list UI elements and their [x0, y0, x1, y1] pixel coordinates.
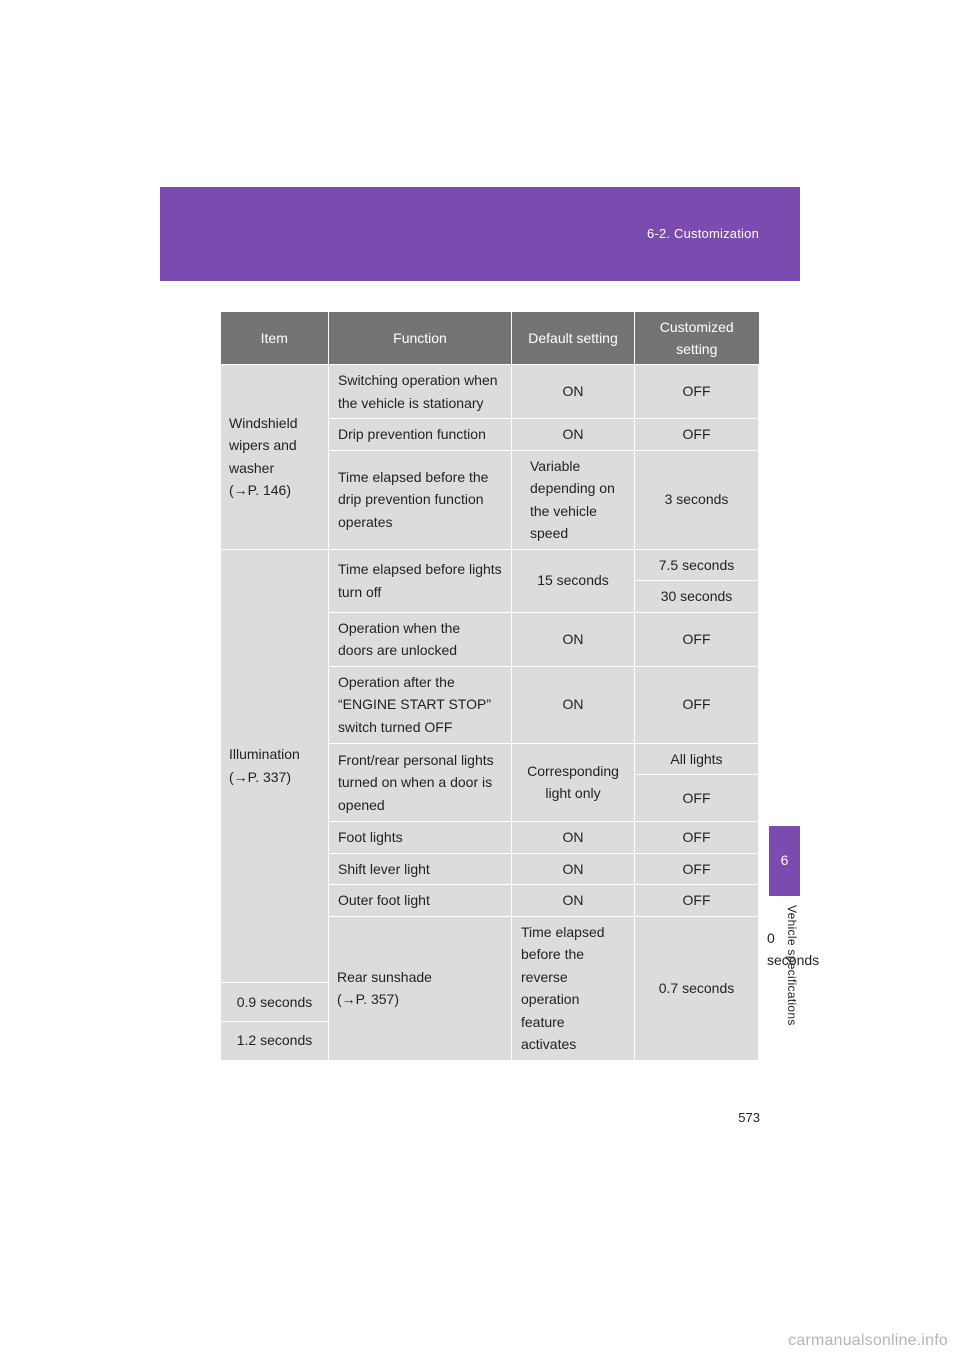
default-cell: ON	[512, 419, 635, 451]
site-watermark: carmanualsonline.info	[788, 1332, 948, 1349]
function-cell: Operation when the doors are unlocked	[329, 612, 512, 666]
chapter-side-tab	[769, 826, 800, 896]
function-cell: Operation after the “ENGINE START STOP” switch turned OFF	[329, 666, 512, 743]
default-cell: ON	[512, 822, 635, 854]
custom-cell: 1.2 seconds	[221, 1021, 329, 1060]
custom-cell: OFF	[635, 822, 759, 854]
custom-cell: OFF	[635, 853, 759, 885]
function-cell: Time elapsed before the reverse operation feature activates	[512, 916, 635, 1060]
table-row	[221, 549, 759, 581]
function-cell: Time elapsed before the drip prevention function operates	[329, 450, 512, 549]
column-header-customized: Customized setting	[635, 312, 759, 365]
chapter-number: 6	[780, 852, 789, 868]
item-cell-windshield: Windshield wipers and washer (→P. 146)	[221, 365, 329, 550]
default-cell: Corresponding light only	[512, 743, 635, 822]
default-cell: ON	[512, 853, 635, 885]
default-cell: ON	[512, 666, 635, 743]
column-header-item: Item	[221, 312, 329, 365]
default-cell: 0.7 seconds	[635, 916, 759, 1060]
custom-cell: 0.9 seconds	[221, 982, 329, 1021]
custom-cell: All lights	[635, 743, 759, 775]
function-cell: Foot lights	[329, 822, 512, 854]
chapter-header-band	[160, 187, 800, 281]
function-cell: Time elapsed before lights turn off	[329, 549, 512, 612]
item-cell-rear-sunshade: Rear sunshade (→P. 357)	[329, 916, 512, 1060]
default-cell: ON	[512, 365, 635, 419]
column-header-function: Function	[329, 312, 512, 365]
default-cell: Variable depending on the vehicle speed	[512, 450, 635, 549]
function-cell: Drip prevention function	[329, 419, 512, 451]
custom-cell: 3 seconds	[635, 450, 759, 549]
custom-cell: OFF	[635, 612, 759, 666]
function-cell: Switching operation when the vehicle is stationary	[329, 365, 512, 419]
table-row	[221, 365, 759, 419]
custom-cell: OFF	[635, 775, 759, 822]
column-header-default: Default setting	[512, 312, 635, 365]
custom-cell: 7.5 seconds	[635, 549, 759, 581]
table-header-row	[221, 312, 759, 365]
custom-cell: OFF	[635, 419, 759, 451]
section-title: 6-2. Customization	[647, 226, 759, 241]
custom-cell: OFF	[635, 666, 759, 743]
table-row: Rear sunshade (→P. 357) Time elapsed before the reverse operation feature activates 0.7 seconds 0 seconds	[221, 916, 759, 982]
default-cell: 15 seconds	[512, 549, 635, 612]
function-cell: Shift lever light	[329, 853, 512, 885]
function-cell: Outer foot light	[329, 885, 512, 917]
custom-cell: OFF	[635, 885, 759, 917]
custom-cell: OFF	[635, 365, 759, 419]
custom-cell: 30 seconds	[635, 581, 759, 613]
chapter-side-label: Vehicle specifications	[785, 905, 799, 1026]
default-cell: ON	[512, 612, 635, 666]
item-cell-illumination: Illumination (→P. 337)	[221, 549, 329, 982]
page-number: 573	[738, 1110, 760, 1125]
default-cell: ON	[512, 885, 635, 917]
function-cell: Front/rear personal lights turned on when a door is opened	[329, 743, 512, 822]
